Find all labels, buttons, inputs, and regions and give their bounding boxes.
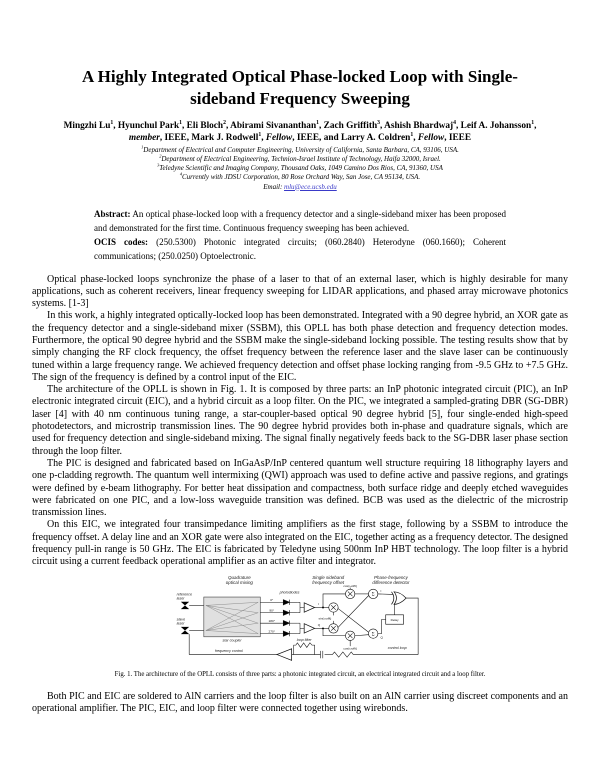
email-label: Email:: [263, 182, 285, 191]
paragraph-4: The PIC is designed and fabricated based on InGaAsP/InP centered quantum well structure requiring 18 lithography layers and one p-cladding regrowth. The quantum well intermixing (QWI) approach was used to define active and passive regions, and gratings were defined by e-beam lithography. For better heat dissipation and compactness, both surface ridge and deeply etched waveguides were fabricated on one PIC, and a low-loss waveguide transition was defined. BCB was used as the dielectric of the microstrip transmission lines.: [32, 457, 568, 519]
fig-header-pfd-2: difference detector: [372, 579, 410, 585]
slave-laser-icon: [177, 617, 204, 634]
abstract-section: [94, 207, 506, 263]
title-line-2: sideband Frequency Sweeping: [190, 89, 410, 108]
fig-header-quadrature-2: optical mixing: [225, 579, 253, 585]
ocis-label: OCIS codes:: [94, 236, 149, 247]
star-coupler: [204, 597, 260, 642]
author-segment: , IEEE: [444, 133, 472, 143]
xor-gate-icon: [391, 591, 406, 604]
fig-label-loop-filter: loop filter: [296, 637, 312, 642]
author-segment: Fellow: [417, 133, 445, 143]
title-line-1: A Highly Integrated Optical Phase-locked Loop with Single-: [82, 67, 518, 86]
paragraph-5: On this EIC, we integrated four transimpedance limiting amplifiers as the first stage, following by a SSBM to introduce the frequency offset. A delay line and an XOR gate were also integrated on the EIC, together acting as a frequency detector. The designed frequency pull-in range is 50 GHz. The EIC is fabricated by Teledyne using 500nm InP HBT technology. The loop filter is a hybrid circuit using a current feedback operational amplifier as an active filter and integrator.: [32, 519, 568, 568]
abstract-label: Abstract:: [94, 208, 131, 219]
author-segment: member: [128, 133, 160, 143]
author-affil-superscript: 3: [377, 119, 380, 126]
author-affil-superscript: 1: [110, 119, 114, 126]
author-segment: ,: [413, 133, 418, 143]
affiliation-line: $^1$Department of Electrical and Computer Engineering, University of California, Santa Barbara, CA, 93106, USA.: [141, 144, 459, 154]
fig-label-slave-laser-2: laser: [176, 621, 185, 626]
fig-header-quadrature: Quadrature: [228, 574, 251, 580]
affiliations: [0, 146, 600, 182]
author-segment: Larry A. Coldren: [341, 133, 411, 143]
fig-label-q-path: Q: [317, 622, 321, 627]
body-text: [32, 274, 568, 569]
fig-label-270deg: 270°: [268, 629, 276, 634]
fig-sigma-bottom: Σ: [371, 632, 375, 638]
figure-1: [0, 573, 600, 670]
author-segment: Abirami Sivananthan: [230, 121, 317, 131]
fig-label-delay: Delay: [390, 617, 399, 622]
limiting-amplifier-icons: [304, 602, 314, 632]
author-segment: Mingzhi Lu: [63, 121, 111, 131]
author-segment: ,: [534, 121, 537, 131]
author-segment: Zach Griffith: [323, 121, 378, 131]
fig-label-sin: sin(ωofft): [318, 615, 332, 620]
opll-architecture-diagram: [174, 573, 426, 665]
photodiode-icons: [283, 599, 304, 636]
author-segment: ,: [261, 133, 266, 143]
fig-label-cos-top: cos(ωofft): [343, 583, 358, 588]
paragraph-6: Both PIC and EIC are soldered to AlN carriers and the loop filter is also built on an AlN carrier using discreet components and an operational amplifier. The PIC, EIC, and loop filter were connected together using wirebonds.: [32, 690, 568, 714]
author-segment: ,: [456, 121, 461, 131]
fig-label-photodiodes: photodiodes: [279, 590, 300, 595]
email-line: [0, 183, 600, 192]
paragraph-2: In this work, a highly integrated optically-locked loop has been demonstrated. Integrated with a 90 degree hybrid, an XOR gate as the frequency detector and a single-sideband mixer (SSBM), this OPLL has both phase detection and frequency detection modes. Furthermore, the optical 90 degree hybrid and the SSBM make the single-sideband locking possible. The testing results show that by simply changing the RF clock frequency, the offset frequency between the reference laser and the slave laser can be continuously tuned within a large frequency range. We achieved frequency detection and offset phase locking ranging from -9.5 GHz to +7.5 GHz. The sign of the frequency is defined by a control input of the EIC.: [32, 310, 568, 383]
affiliation-line: $^2$Department of Electrical Engineering, Technion-Israel Institute of Technology, Haifa 32000, Israel.: [159, 153, 441, 163]
author-line: [48, 120, 552, 144]
author-affil-superscript: 1: [179, 119, 183, 126]
fig-label-star-coupler: star coupler: [222, 638, 242, 643]
author-affil-superscript: 2: [223, 119, 226, 126]
mixer-icons: [329, 589, 355, 640]
author-affil-superscript: 1: [316, 119, 320, 126]
abstract-paragraph: [94, 207, 506, 235]
fig-label-reference-laser-2: laser: [176, 596, 185, 601]
paragraph-3: The architecture of the OPLL is shown in Fig. 1. It is composed by three parts: an InP photonic integrated circuit (PIC), an InP electronic integrated circuit (EIC), and a hybrid circuit as a loop filter. On the PIC, we integrated a sampled-grating DBR (SG-DBR) laser [4] with 40 nm continuous tuning range, a star-coupler-based optical 90 degree hybrid [5], four single-ended high-speed photodetectors, and microstrip transmission lines. The 90 degree hybrid provides both in-phase and quadrature signals, which are used for frequency detection and single-sideband mixing. The signal finally negatively feeds back to the SG-DBR laser phase section through the loop filter.: [32, 384, 568, 457]
fig-label-i-path: I: [317, 601, 319, 606]
figure-caption: Fig. 1. The architecture of the OPLL consists of three parts: a photonic integrated circuit, an electrical integrated circuit and a loop filter.: [114, 670, 486, 678]
email-link[interactable]: mlu@ece.ucsb.edu: [284, 182, 337, 191]
fig-header-ssb: Single sideband: [312, 574, 345, 580]
reference-laser-icon: [177, 592, 204, 609]
author-affil-superscript: 1: [410, 131, 414, 138]
author-segment: , IEEE,: [159, 133, 192, 143]
paragraph-1: Optical phase-locked loops synchronize the phase of a laser to that of an external laser, which is highly desirable for many applications, such as coherent receivers, linear frequency sweeping for LIDAR applications, and phased array microwave photonics systems. [1-3]: [32, 273, 568, 310]
fig-label-reference-laser: reference: [176, 592, 193, 597]
fig-header-ssb-2: frequency offset: [312, 579, 345, 585]
abstract-text: An optical phase-locked loop with a frequency detector and a single-sideband mixer has been proposed and demonstrated for the first time. Continuous frequency sweeping has been achieved.: [94, 208, 507, 233]
author-segment: ,: [319, 121, 324, 131]
author-segment: ,: [380, 121, 385, 131]
fig-label-180deg: 180°: [268, 618, 276, 623]
fig-label-q-out: Q: [380, 635, 383, 640]
author-affil-superscript: 1: [258, 131, 262, 138]
author-segment: , IEEE, and: [292, 133, 342, 143]
author-affil-superscript: 4: [453, 119, 456, 126]
author-segment: ,: [182, 121, 187, 131]
closing-text: [32, 691, 568, 716]
affiliation-line: $^4$Currently with JDSU Corporation, 80 Rose Orchard Way, San Jose, CA 95134, USA.: [179, 171, 421, 181]
fig-label-i-out: I: [380, 588, 382, 593]
author-segment: Fellow: [265, 133, 293, 143]
fig-label-frequency-control: frequency control: [214, 648, 243, 653]
author-segment: Hyunchul Park: [117, 121, 180, 131]
author-segment: Leif A. Johansson: [460, 121, 532, 131]
fig-label-0deg: 0°: [270, 597, 274, 602]
fig-label-90deg: 90°: [269, 608, 275, 613]
delay-block: [386, 614, 404, 623]
fig-label-slave-laser: slave: [176, 617, 186, 622]
page-title: [40, 66, 560, 110]
fig-label-cos-bottom: cos(ωofft): [343, 646, 358, 651]
opamp-icon: [277, 648, 292, 660]
author-segment: ,: [113, 121, 118, 131]
ocis-paragraph: [94, 235, 506, 263]
author-segment: Ashish Bhardwaj: [384, 121, 454, 131]
author-affil-superscript: 1: [531, 119, 535, 126]
affiliation-line: $^3$Teledyne Scientific and Imaging Company, Thousand Oaks, 1049 Camino Dos Rios, CA, 91360, USA: [157, 162, 443, 172]
author-segment: ,: [225, 121, 231, 131]
author-segment: Mark J. Rodwell: [191, 133, 259, 143]
fig-label-control-loop: control loop: [387, 645, 407, 650]
fig-sigma-top: Σ: [371, 592, 375, 598]
author-segment: Eli Bloch: [186, 121, 224, 131]
fig-header-pfd: Phase-frequency: [374, 574, 408, 580]
ocis-text: (250.5300) Photonic integrated circuits; (060.2840) Heterodyne (060.1660); Coherent communications; (250.0250) Optoelectronic.: [94, 236, 507, 261]
